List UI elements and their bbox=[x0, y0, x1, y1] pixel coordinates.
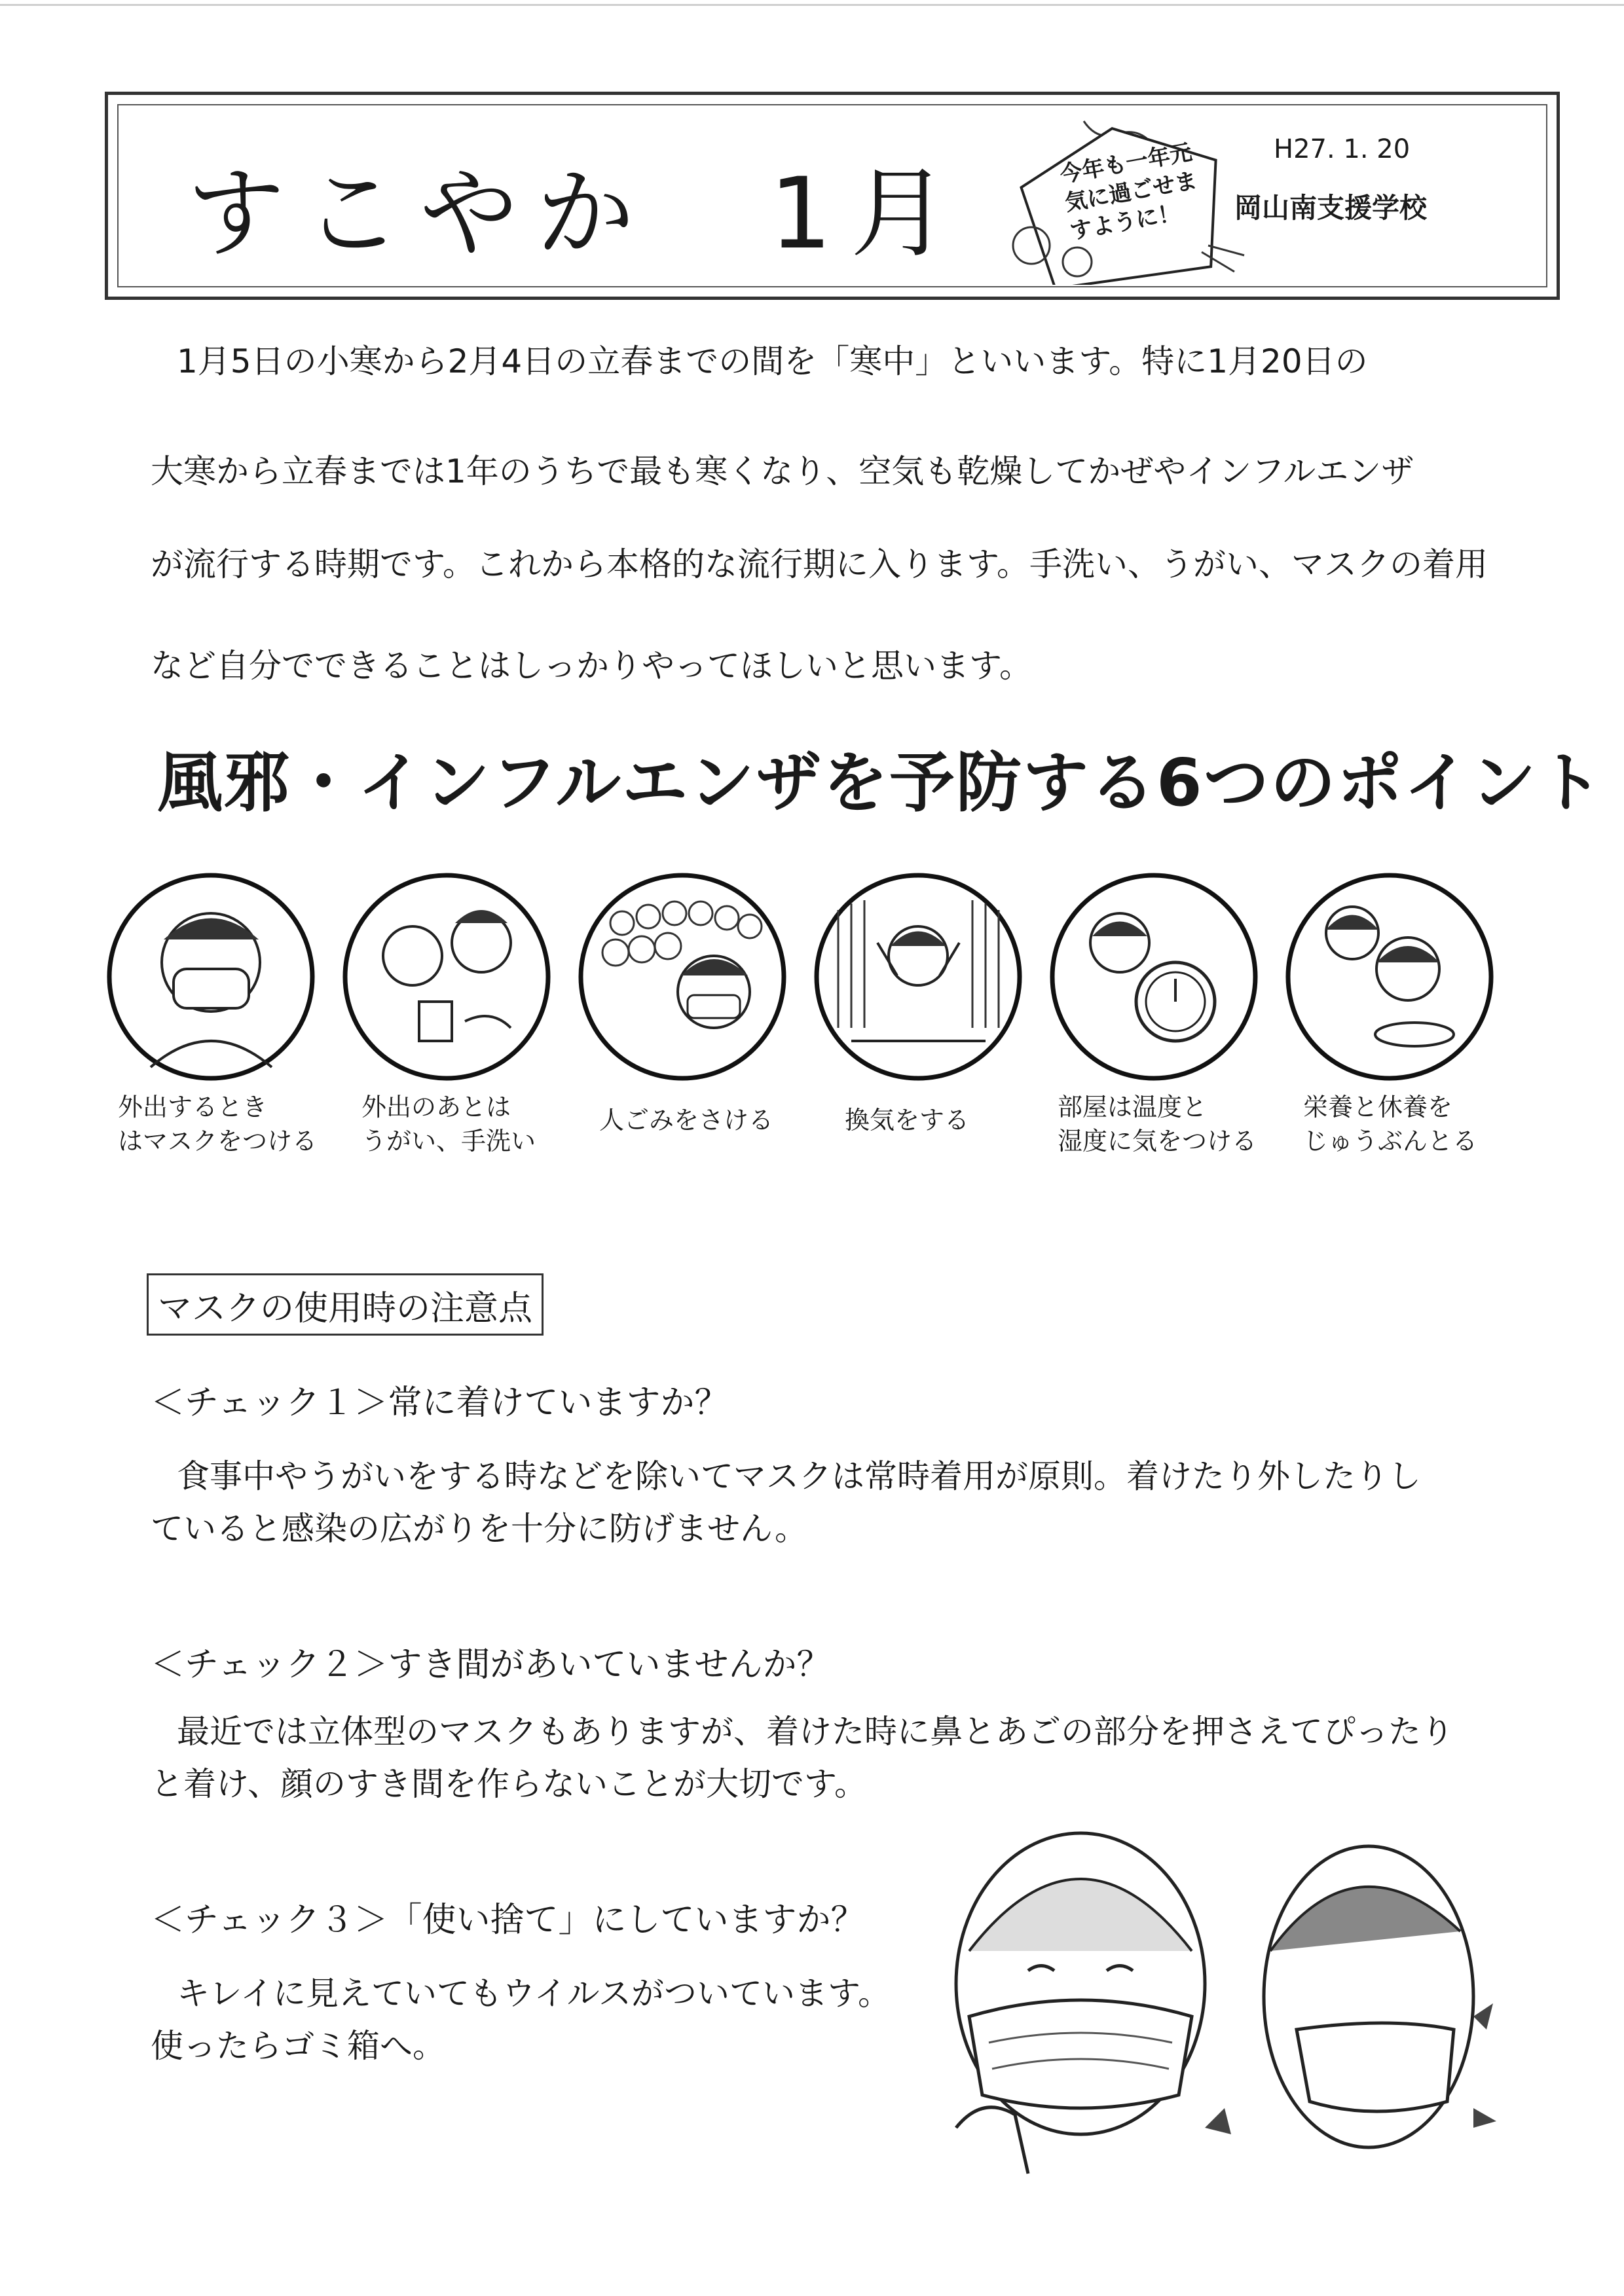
point-label-line: はマスクをつける bbox=[118, 1127, 318, 1156]
point-label bbox=[1058, 1090, 1293, 1158]
check-3-heading: ＜チェック３＞「使い捨て」にしていますか？ bbox=[151, 1901, 865, 1940]
point-label bbox=[1303, 1090, 1539, 1158]
handwash-gargle-icon bbox=[341, 871, 553, 1084]
prevention-headline: 風邪・インフルエンザを予防する6つのポイント bbox=[157, 744, 1604, 821]
check-body-line: キレイに見えていてもウイルスがついています。 bbox=[177, 1975, 891, 2013]
check-body-line: 最近では立体型のマスクもありますが、着けた時に鼻とあごの部分を押さえてぴったり bbox=[177, 1713, 1454, 1751]
intro-paragraph-2 bbox=[151, 450, 1493, 492]
scan-edge-line bbox=[0, 4, 1624, 6]
mask-section-title: マスクの使用時の注意点 bbox=[147, 1273, 544, 1336]
newsletter-title: すこやか 1月 bbox=[187, 157, 967, 271]
intro-paragraph-3 bbox=[151, 543, 1493, 585]
point-label-line: 湿度に気をつける bbox=[1058, 1127, 1257, 1156]
check-3-body bbox=[151, 1967, 891, 2072]
point-label-line: 外出するとき bbox=[118, 1093, 268, 1121]
check-body-line: 食事中やうがいをする時などを除いてマスクは常時着用が原則。着けたり外したりし bbox=[177, 1457, 1421, 1495]
school-name: 岡山南支援学校 bbox=[1234, 192, 1428, 224]
check-1-heading: ＜チェック１＞常に着けていますか？ bbox=[151, 1383, 729, 1423]
point-label bbox=[845, 1103, 1080, 1137]
check-2-body bbox=[151, 1705, 1454, 1810]
point-label bbox=[599, 1103, 835, 1137]
point-label bbox=[118, 1090, 354, 1158]
intro-line: 1月5日の小寒から2月4日の立春までの間を「寒中」といいます。特に1月20日の bbox=[177, 342, 1368, 380]
point-label-line: じゅうぶんとる bbox=[1303, 1127, 1478, 1156]
newsletter-header bbox=[105, 92, 1560, 300]
prevention-points bbox=[105, 871, 1545, 1165]
check-2-heading: ＜チェック２＞すき間があいていませんか？ bbox=[151, 1645, 831, 1685]
intro-line: など自分でできることはしっかりやってほしいと思います。 bbox=[151, 647, 1032, 685]
intro-line: が流行する時期です。これから本格的な流行期に入ります。手洗い、うがい、マスクの着用 bbox=[151, 545, 1488, 583]
intro-line: 大寒から立春までは1年のうちで最も寒くなり、空気も乾燥してかぜやインフルエンザ bbox=[151, 452, 1414, 490]
avoid-crowds-icon bbox=[576, 871, 789, 1084]
check-body-line: と着け、顔のすき間を作らないことが大切です。 bbox=[151, 1765, 867, 1803]
point-label-line: 栄養と休養を bbox=[1303, 1093, 1453, 1121]
point-label-line: 外出のあとは bbox=[361, 1093, 511, 1121]
point-label-line: 人ごみをさける bbox=[599, 1106, 774, 1135]
temperature-humidity-icon bbox=[1048, 871, 1261, 1084]
point-label-line: 換気をする bbox=[845, 1106, 970, 1135]
issue-date: H27. 1. 20 bbox=[1274, 134, 1411, 164]
check-body-line: 使ったらゴミ箱へ。 bbox=[151, 2027, 445, 2065]
point-label-line: 部屋は温度と bbox=[1058, 1093, 1208, 1121]
mask-wearing-icon bbox=[105, 871, 318, 1084]
intro-paragraph-4 bbox=[151, 645, 1493, 687]
nutrition-rest-icon bbox=[1283, 871, 1496, 1084]
intro-paragraph bbox=[151, 340, 1493, 382]
mask-fitting-illustration bbox=[930, 1820, 1506, 2187]
point-label bbox=[361, 1090, 597, 1158]
point-label-line: うがい、手洗い bbox=[361, 1127, 536, 1156]
check-1-body bbox=[151, 1450, 1421, 1555]
ventilation-icon bbox=[812, 871, 1025, 1084]
check-body-line: ていると感染の広がりを十分に防げません。 bbox=[151, 1510, 807, 1548]
ema-text: 今年も一年元気に過ごせますように！ bbox=[1058, 139, 1200, 245]
